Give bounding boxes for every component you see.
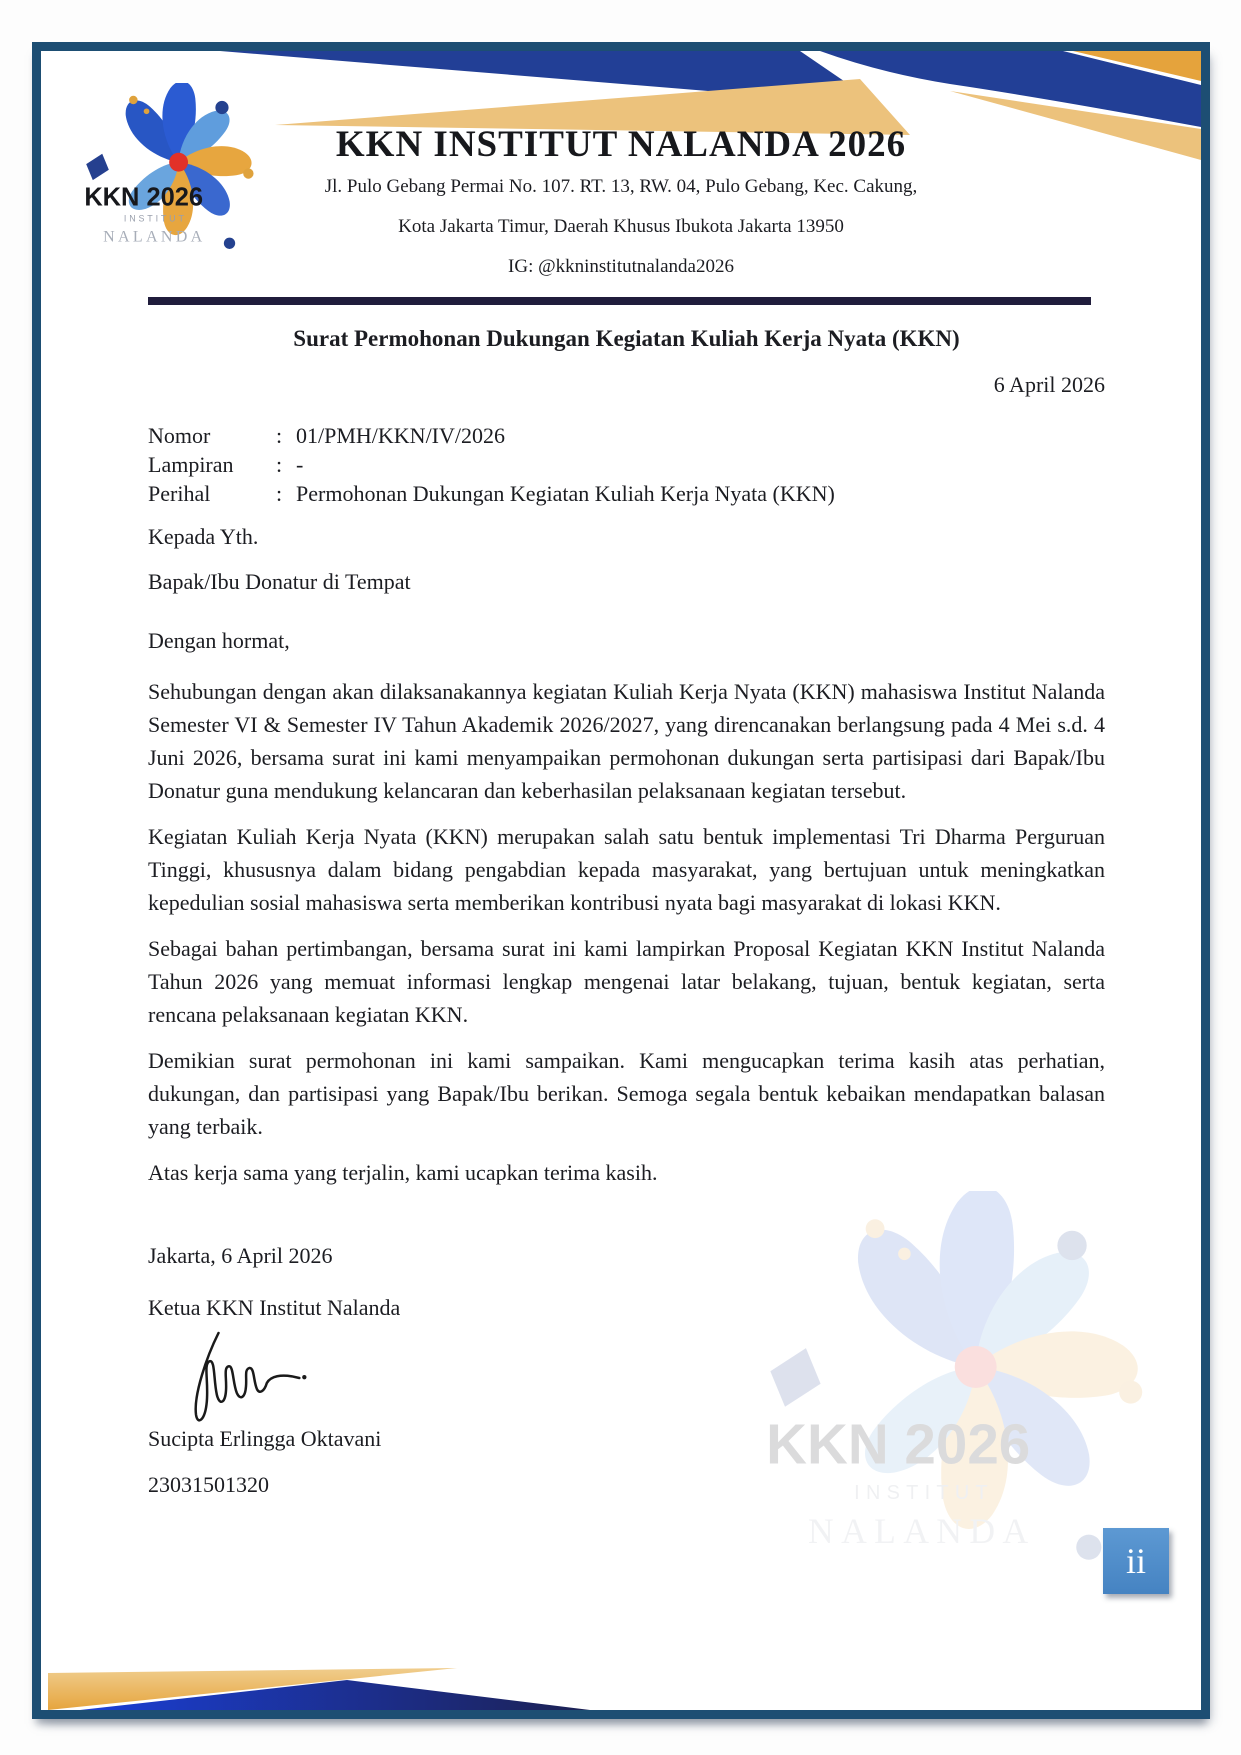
meta-separator: : <box>276 481 283 506</box>
meta-value: 01/PMH/KKN/IV/2026 <box>296 423 506 448</box>
instagram-handle: IG: @kkninstitutnalanda2026 <box>508 256 734 277</box>
letter-body <box>41 297 1201 1501</box>
letter-subject-heading: Surat Permohonan Dukungan Kegiatan Kuliah Kerja Nyata (KKN) <box>293 326 960 351</box>
letterhead <box>41 51 1201 297</box>
signatory-name: Sucipta Erlingga Oktavani <box>148 1426 382 1451</box>
meta-label: Nomor <box>148 423 211 448</box>
meta-row-perihal <box>148 479 1105 508</box>
address-line-1: Jl. Pulo Gebang Permai No. 107. RT. 13, RW. 04, Pulo Gebang, Kec. Cakung, <box>324 176 918 197</box>
letter-meta-block <box>148 421 1105 508</box>
recipient-line-2: Bapak/Ibu Donatur di Tempat <box>148 569 411 594</box>
paragraph-1: Sehubungan dengan akan dilaksanakannya kegiatan Kuliah Kerja Nyata (KKN) mahasiswa Institut Nalanda Semester VI & Semester IV Tahun Akademik 2026/2027, yang direncanakan berlangsung pada 4 Mei s.d. 4 Juni 2026, bersama surat ini kami menyampaikan permohonan dukungan serta partisipasi dari Bapak/Ibu Donatur guna mendukung kelancaran dan keberhasilan pelaksanaan kegiatan tersebut. <box>148 679 1105 803</box>
signature-role: Ketua KKN Institut Nalanda <box>148 1295 401 1320</box>
letter-date: 6 April 2026 <box>993 372 1105 397</box>
recipient-line-1: Kepada Yth. <box>148 524 259 549</box>
meta-separator: : <box>276 452 283 477</box>
address-line-2: Kota Jakarta Timur, Daerah Khusus Ibukota Jakarta 13950 <box>398 216 844 237</box>
meta-value: - <box>296 452 304 477</box>
organization-title: KKN INSTITUT NALANDA 2026 <box>335 124 907 165</box>
meta-value: Permohonan Dukungan Kegiatan Kuliah Kerja Nyata (KKN) <box>296 481 835 506</box>
document-page <box>32 42 1210 1719</box>
meta-row-lampiran <box>148 450 1105 479</box>
meta-row-nomor <box>148 421 1105 450</box>
handwritten-signature <box>156 1328 326 1428</box>
paragraph-4: Demikian surat permohonan ini kami sampaikan. Kami mengucapkan terima kasih atas perhatian, dukungan, dan partisipasi yang Bapak/Ibu berikan. Semoga segala bentuk kebaikan mendapatkan balasan yang terbaik. <box>148 1048 1105 1139</box>
header-divider <box>148 297 1091 305</box>
footer-decoration <box>41 1659 601 1710</box>
institution-logo <box>73 83 271 281</box>
meta-label: Lampiran <box>148 452 234 477</box>
paragraph-2: Kegiatan Kuliah Kerja Nyata (KKN) merupakan salah satu bentuk implementasi Tri Dharma Perguruan Tinggi, khususnya dalam bidang pengabdian kepada masyarakat, yang bertujuan untuk meningkatkan kepedulian sosial mahasiswa serta memberikan kontribusi nyata bagi masyarakat di lokasi KKN. <box>148 824 1105 915</box>
signatory-student-id: 23031501320 <box>148 1472 269 1497</box>
paragraph-3: Sebagai bahan pertimbangan, bersama surat ini kami lampirkan Proposal Kegiatan KKN Institut Nalanda Tahun 2026 yang memuat informasi lengkap mengenai latar belakang, tujuan, bentuk kegiatan, serta rencana pelaksanaan kegiatan KKN. <box>148 936 1105 1027</box>
page-number-badge: ii <box>1103 1528 1169 1594</box>
salutation: Dengan hormat, <box>148 628 290 653</box>
meta-label: Perihal <box>148 481 211 506</box>
meta-separator: : <box>276 423 283 448</box>
signature-place-date: Jakarta, 6 April 2026 <box>148 1243 333 1268</box>
closing-line: Atas kerja sama yang terjalin, kami ucapkan terima kasih. <box>148 1160 658 1185</box>
